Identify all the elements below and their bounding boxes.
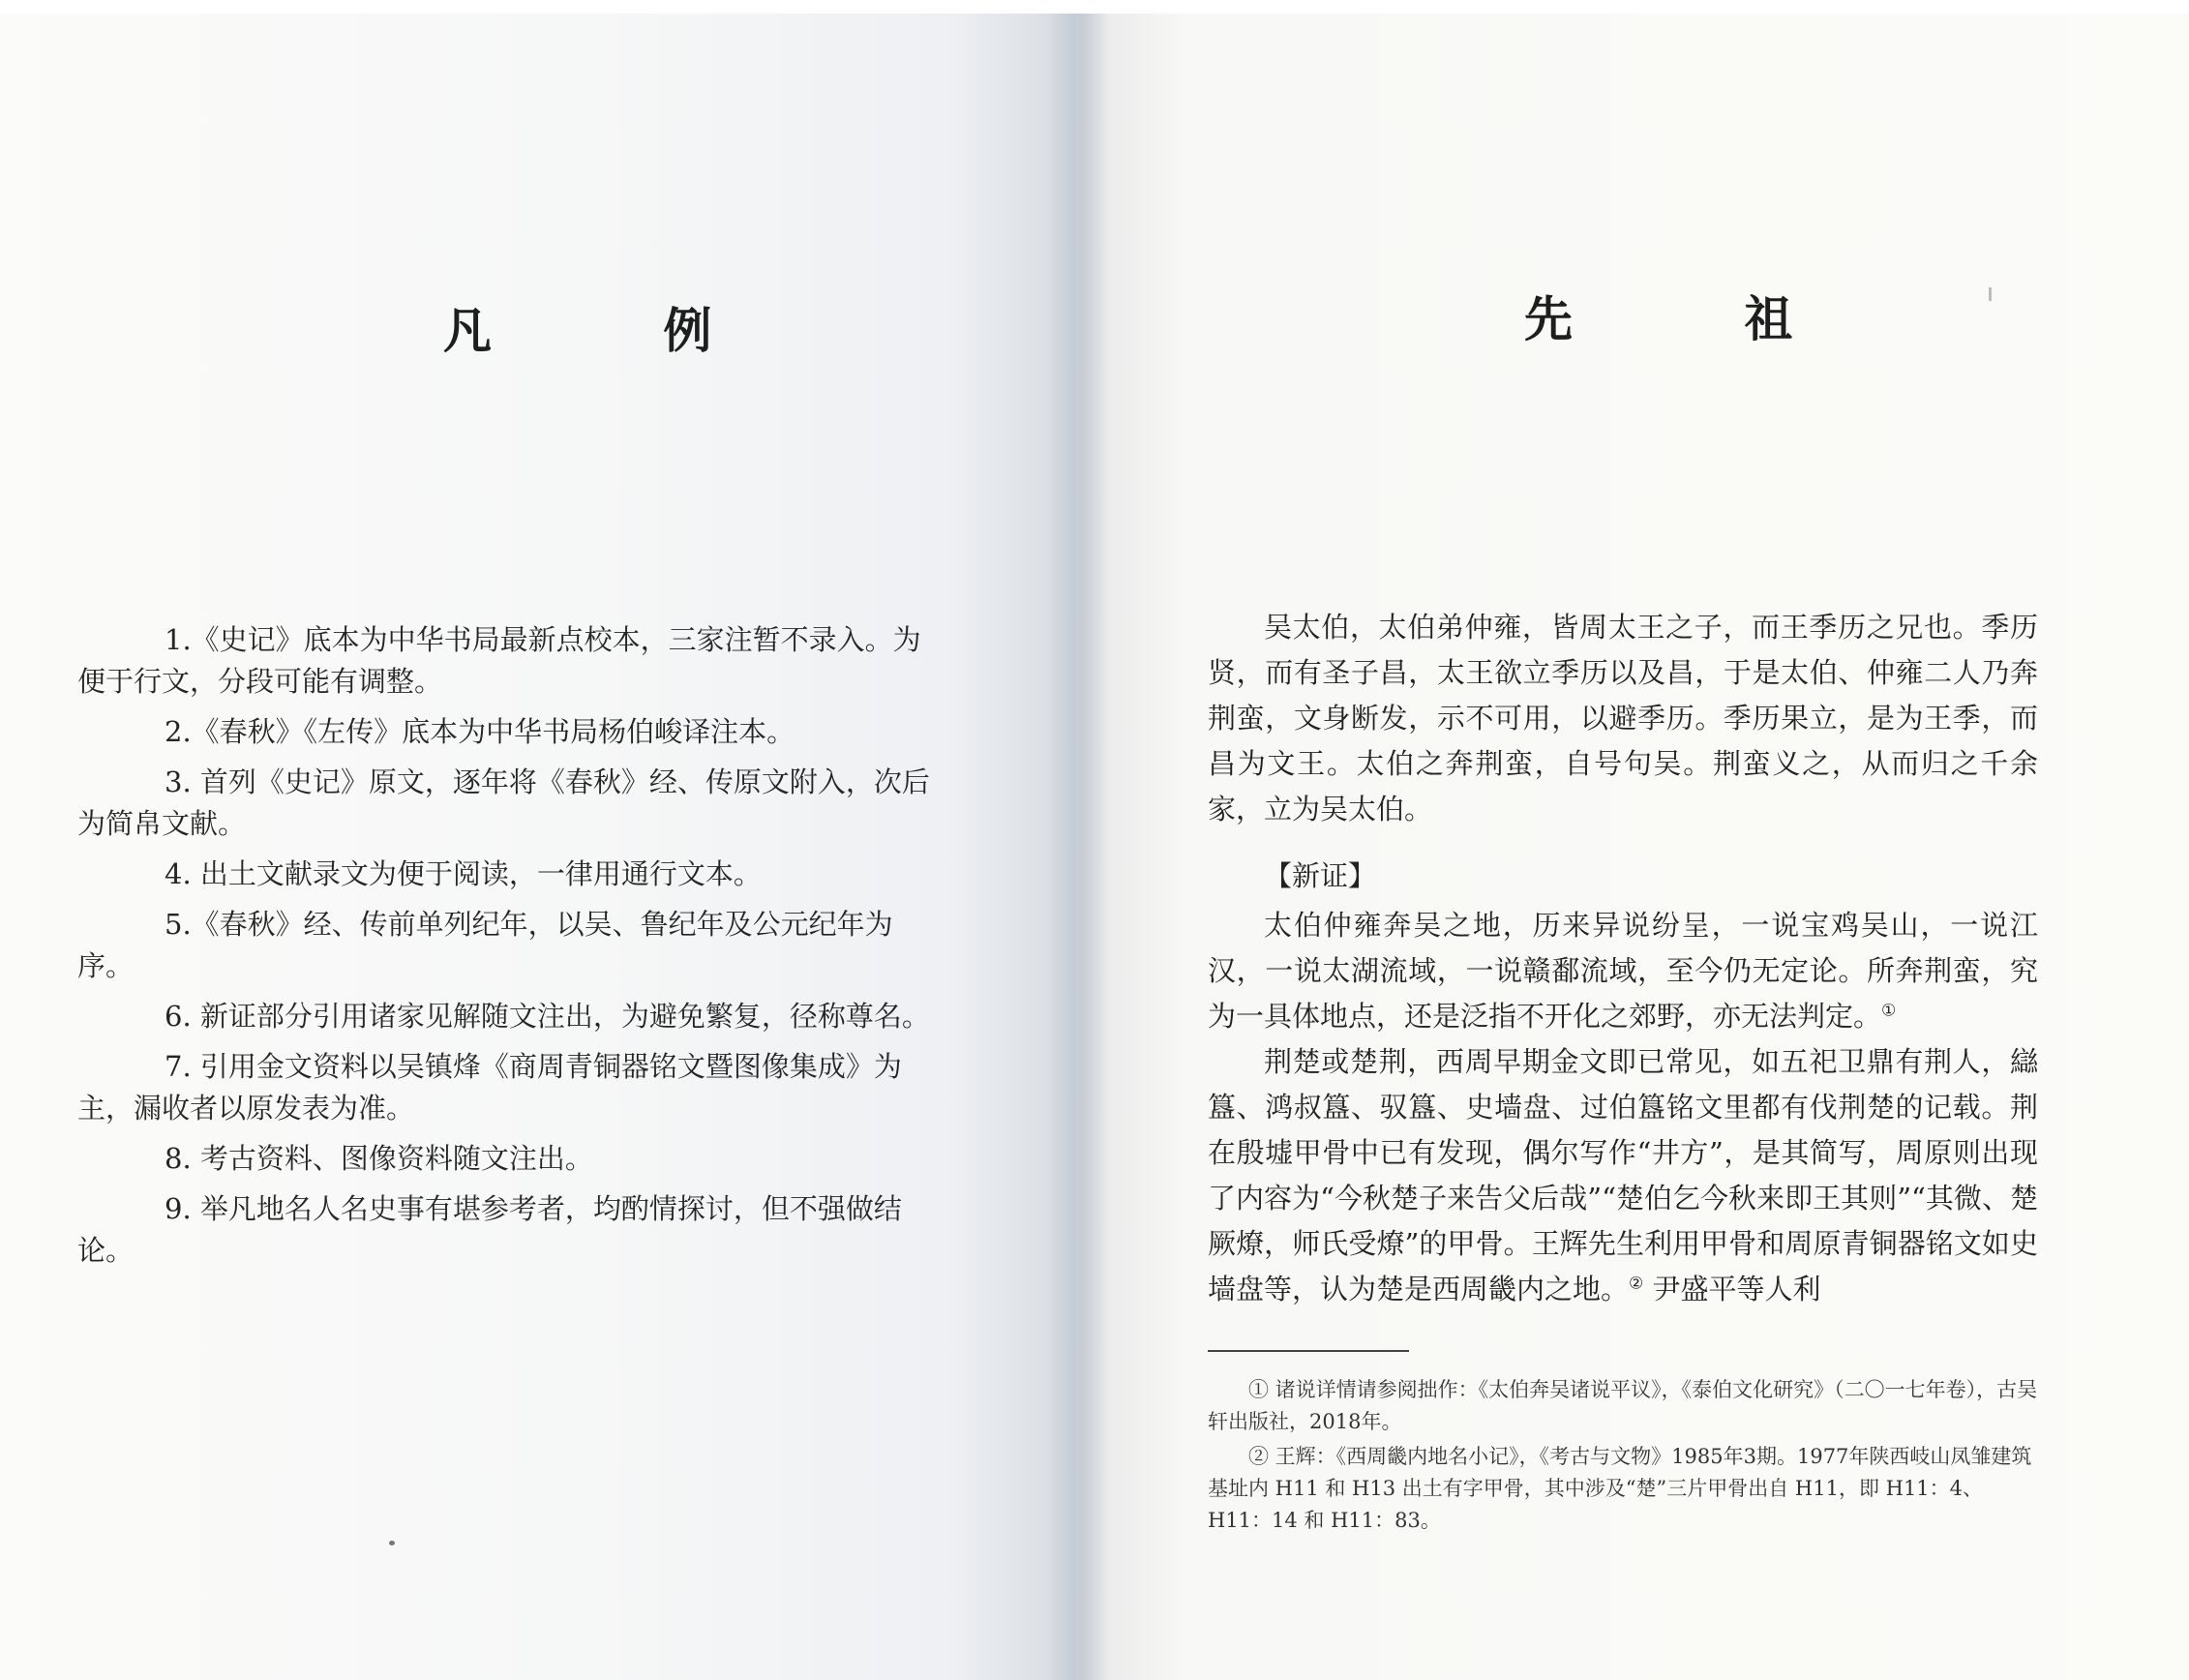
footnote-ref: ① [1881, 1001, 1897, 1021]
commentary-text: 荆楚或楚荆，西周早期金文即已常见，如五祀卫鼎有荆人，䜌簋、鸿叔簋、驭簋、史墙盘、过伯簋铭文里都有伐荆楚的记载。荆在殷墟甲骨中已有发现，偶尔写作“井方”，是其简写，周原则出现了内容为“今秋楚子来告父后哉”“楚伯乞今秋来即王其则”“其微、楚厥燎，师氏受燎”的甲骨。王辉先生利用甲骨和周原青铜器铭文如史墙盘等，认为楚是西周畿内之地。 [1208, 1045, 2038, 1305]
book-gutter [1050, 14, 1108, 1680]
rule-item: 7. 引用金文资料以吴镇烽《商周青铜器铭文暨图像集成》为主，漏收者以原发表为准。 [77, 1050, 902, 1125]
footnotes [1208, 1374, 2040, 1540]
commentary-paragraph [1208, 1039, 2038, 1312]
rule-item: 9. 举凡地名人名史事有堪参考者，均酌情探讨，但不强做结论。 [77, 1192, 902, 1267]
source-text-paragraph: 吴太伯，太伯弟仲雍，皆周太王之子，而王季历之兄也。季历贤，而有圣子昌，太王欲立季历以及昌，于是太伯、仲雍二人乃奔荆蛮，文身断发，示不可用，以避季历。季历果立，是为王季，而昌为文王。太伯之奔荆蛮，自号句吴。荆蛮义之，从而归之千余家，立为吴太伯。 [1208, 611, 2038, 825]
scan-speck [389, 1541, 395, 1545]
rule-item: 1.《史记》底本为中华书局最新点校本，三家注暂不录入。为便于行文，分段可能有调整。 [77, 623, 921, 698]
scan-top-edge [0, 0, 2189, 14]
section-label: 【新证】 [1264, 859, 1377, 892]
rule-item: 6. 新证部分引用诸家见解随文注出，为避免繁复，径称尊名。 [165, 1000, 930, 1033]
rule-item: 4. 出土文献录文为便于阅读，一律用通行文本。 [165, 857, 762, 890]
footnote-ref: ② [1629, 1274, 1644, 1294]
rule-item: 3. 首列《史记》原文，逐年将《春秋》经、传原文附入，次后为简帛文献。 [77, 765, 930, 840]
left-page-title: 凡 例 [443, 302, 790, 359]
chapter-body [1208, 605, 2038, 1312]
rule-item: 5.《春秋》经、传前单列纪年，以吴、鲁纪年及公元纪年为序。 [77, 908, 893, 982]
commentary-text-tail: 尹盛平等人利 [1643, 1273, 1821, 1305]
right-page-title: 先 祖 [1524, 290, 1871, 347]
commentary-paragraph [1208, 903, 2038, 1039]
scan-mark [1989, 287, 1992, 301]
footnote: ① 诸说详情请参阅拙作：《太伯奔吴诸说平议》，《泰伯文化研究》（二〇一七年卷），古吴轩出版社，2018年。 [1208, 1378, 2038, 1433]
commentary-text: 太伯仲雍奔吴之地，历来异说纷呈，一说宝鸡吴山，一说江汉，一说太湖流域，一说赣鄱流域，至今仍无定论。所奔荆蛮，究为一具体地点，还是泛指不开化之郊野，亦无法判定。 [1208, 909, 2038, 1033]
footnote-separator [1208, 1350, 1409, 1352]
rule-item: 8. 考古资料、图像资料随文注出。 [165, 1142, 593, 1175]
rule-item: 2.《春秋》《左传》底本为中华书局杨伯峻译注本。 [165, 715, 795, 748]
editorial-rules-list [77, 619, 948, 1280]
footnote: ② 王辉：《西周畿内地名小记》，《考古与文物》1985年3期。1977年陕西岐山凤雏建筑基址内 H11 和 H13 出土有字甲骨，其中涉及“楚”三片甲骨出自 H11，即 H11：4、H11：14 和 H11：83。 [1208, 1445, 2032, 1532]
